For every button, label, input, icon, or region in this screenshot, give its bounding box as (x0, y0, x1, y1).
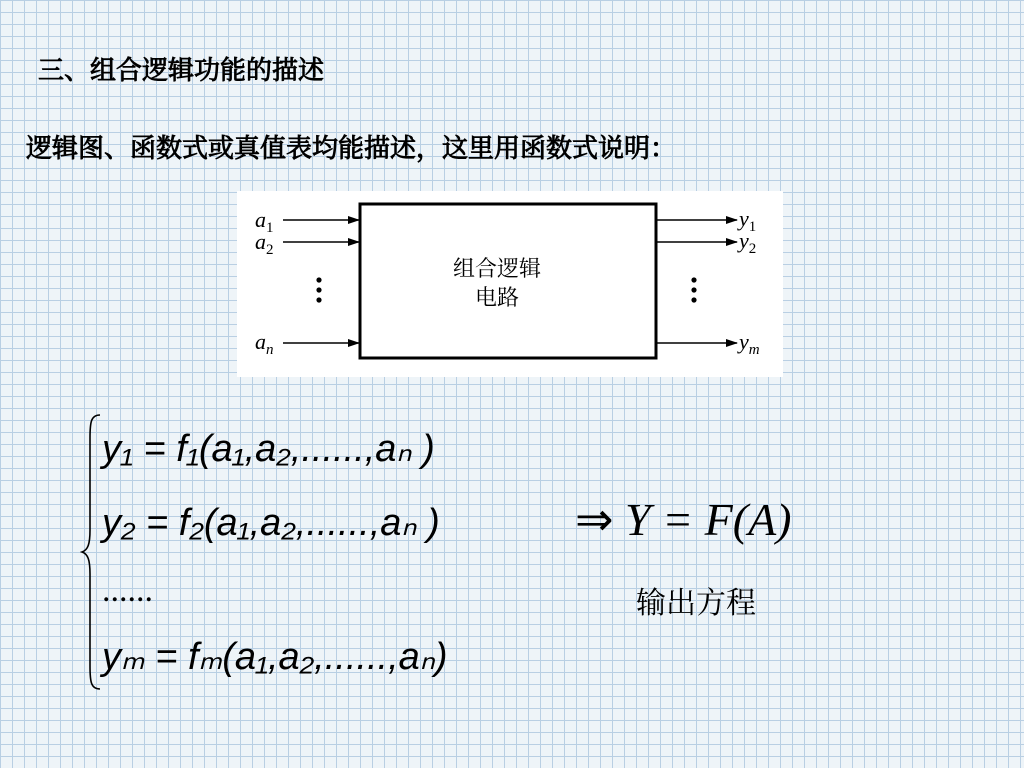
input-label-n-var: a (255, 329, 266, 354)
equation-system (80, 412, 530, 692)
equation-y2: y₂ = f₂(a₁,a₂,......,aₙ ) (102, 502, 440, 544)
output-label-1-sub: 1 (748, 219, 757, 235)
input-ellipsis-dot (316, 297, 321, 302)
slide-title: 三、组合逻辑功能的描述 (38, 56, 325, 86)
input-label-1-var: a (255, 207, 266, 232)
input-ellipsis-dot (316, 277, 321, 282)
output-label-m-var: y (739, 329, 749, 354)
output-ellipsis-dot (691, 287, 696, 292)
combinational-logic-diagram (237, 191, 783, 377)
input-label-n-sub: n (266, 342, 274, 358)
output-equation: Y = F(A) (625, 494, 792, 545)
equation-ellipsis: ...... (102, 572, 153, 609)
input-label-2-sub: 2 (266, 242, 274, 258)
logic-block-label-line1: 组合逻辑 (452, 257, 542, 282)
output-ellipsis-dot (691, 297, 696, 302)
logic-block-svg (237, 191, 783, 377)
input-label-2-var: a (255, 229, 266, 254)
left-brace (80, 412, 102, 692)
equation-ym: yₘ = fₘ(a₁,a₂,......,aₙ) (102, 636, 448, 678)
output-label-2-sub: 2 (748, 241, 757, 257)
output-equation-label: 输出方程 (636, 586, 756, 621)
output-label-2-var: y (739, 228, 749, 253)
input-label-n (255, 329, 274, 358)
slide-subtitle: 逻辑图、函数式或真值表均能描述，这里用函数式说明： (26, 134, 677, 164)
equation-y1: y₁ = f₁(a₁,a₂,......,aₙ ) (102, 428, 435, 470)
output-ellipsis-dot (691, 277, 696, 282)
implies-arrow: ⇒ (575, 494, 614, 545)
output-label-m (737, 329, 760, 358)
output-label-1-var: y (739, 206, 749, 231)
logic-block-label-line2: 电路 (474, 286, 520, 311)
result-equation (575, 492, 792, 546)
output-label-m-sub: m (748, 342, 760, 358)
input-ellipsis-dot (316, 287, 321, 292)
input-label-1-sub: 1 (266, 220, 274, 236)
